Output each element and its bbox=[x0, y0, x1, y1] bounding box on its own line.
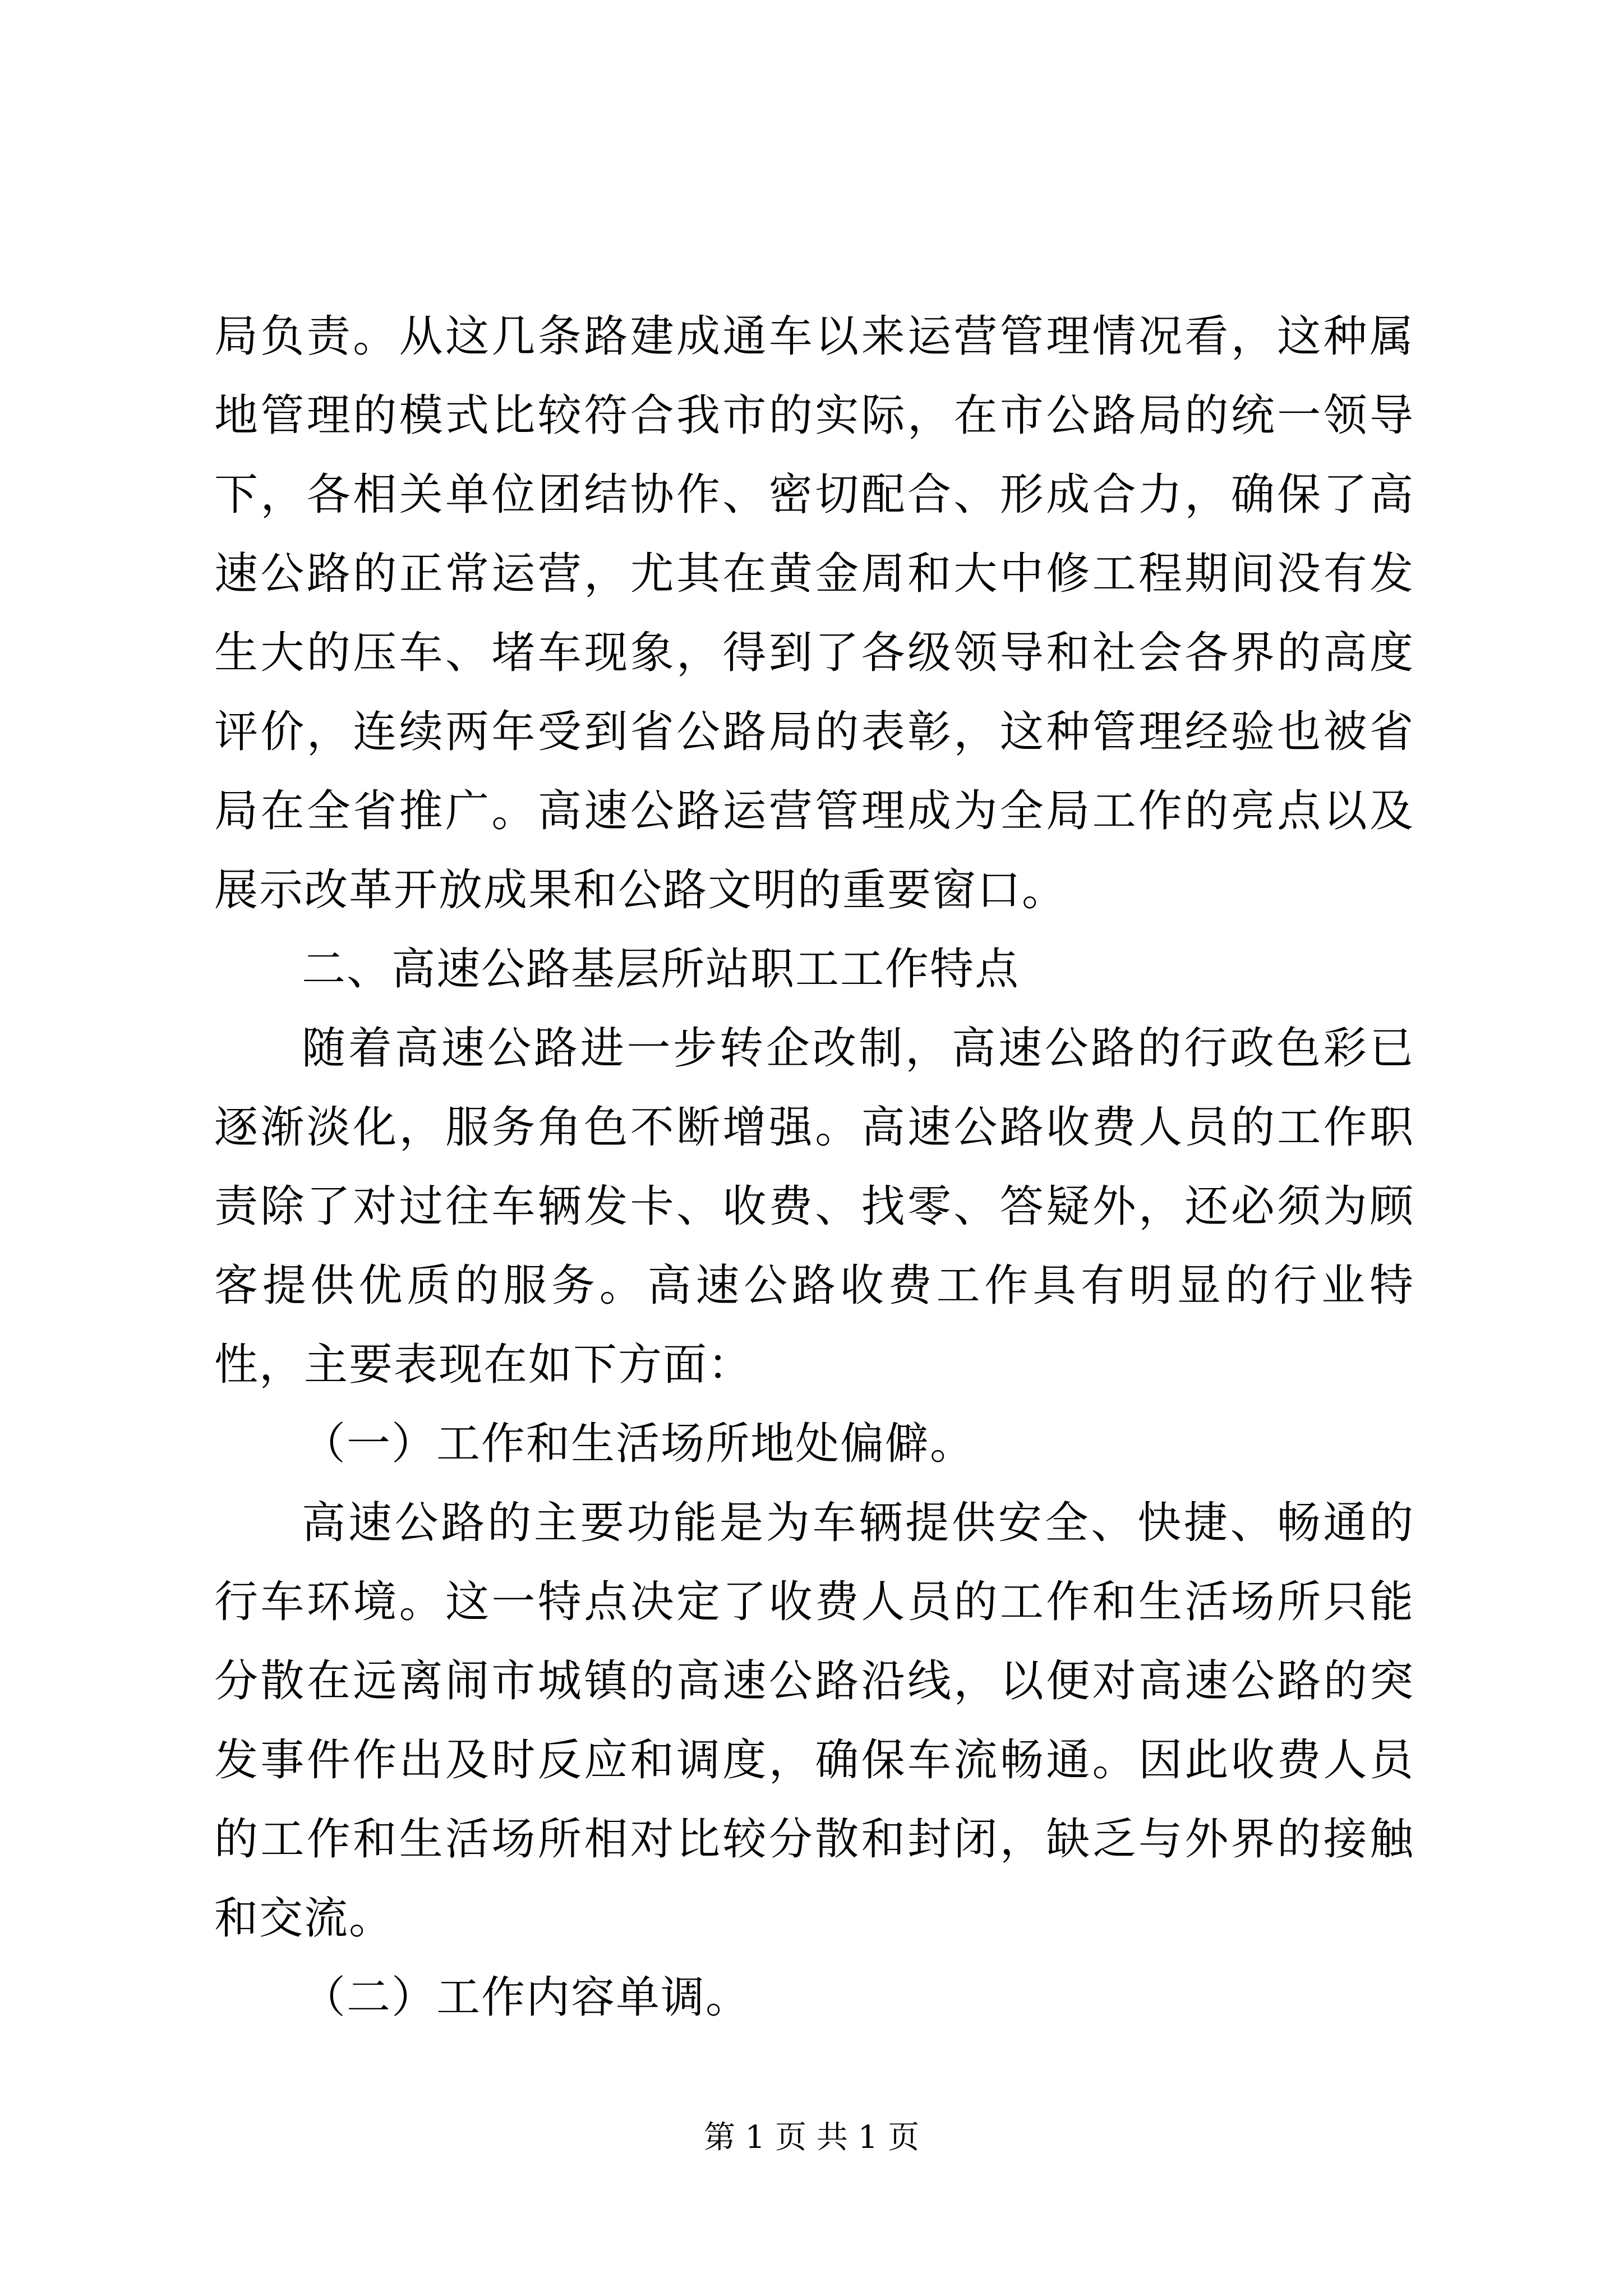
subsection-heading: （一）工作和生活场所地处偏僻。 bbox=[302, 1419, 975, 1469]
paragraph-continuation: 局负责。从这几条路建成通车以来运营管理情况看，这种属地管理的模式比较符合我市的实际，在市公路局的统一领导下，各相关单位团结协作、密切配合、形成合力，确保了高速公路的正常运营，尤其在黄金周和大中修工程期间没有发生大的压车、堵车现象，得到了各级领导和社会各界的高度评价，连续两年受到省公路局的表彰，这种管理经验也被省局在全省推广。高速公路运营管理成为全局工作的亮点以及展示改革开放成果和公路文明的重要窗口。 bbox=[214, 311, 1414, 915]
paragraph: 高速公路的主要功能是为车辆提供安全、快捷、畅通的行车环境。这一特点决定了收费人员的工作和生活场所只能分散在远离闹市城镇的高速公路沿线，以便对高速公路的突发事件作出及时反应和调度，确保车流畅通。因此收费人员的工作和生活场所相对比较分散和封闭，缺乏与外界的接触和交流。 bbox=[214, 1498, 1414, 1944]
document-body bbox=[214, 297, 1414, 2037]
subsection-heading: （二）工作内容单调。 bbox=[302, 1972, 751, 2023]
section-heading: 二、高速公路基层所站职工工作特点 bbox=[302, 944, 1020, 995]
paragraph: 随着高速公路进一步转企改制，高速公路的行政色彩已逐渐淡化，服务角色不断增强。高速公路收费人员的工作职责除了对过往车辆发卡、收费、找零、答疑外，还必须为顾客提供优质的服务。高速公路收费工作具有明显的行业特性，主要表现在如下方面： bbox=[214, 1023, 1414, 1390]
page-footer: 第 1 页 共 1 页 bbox=[703, 2119, 920, 2156]
